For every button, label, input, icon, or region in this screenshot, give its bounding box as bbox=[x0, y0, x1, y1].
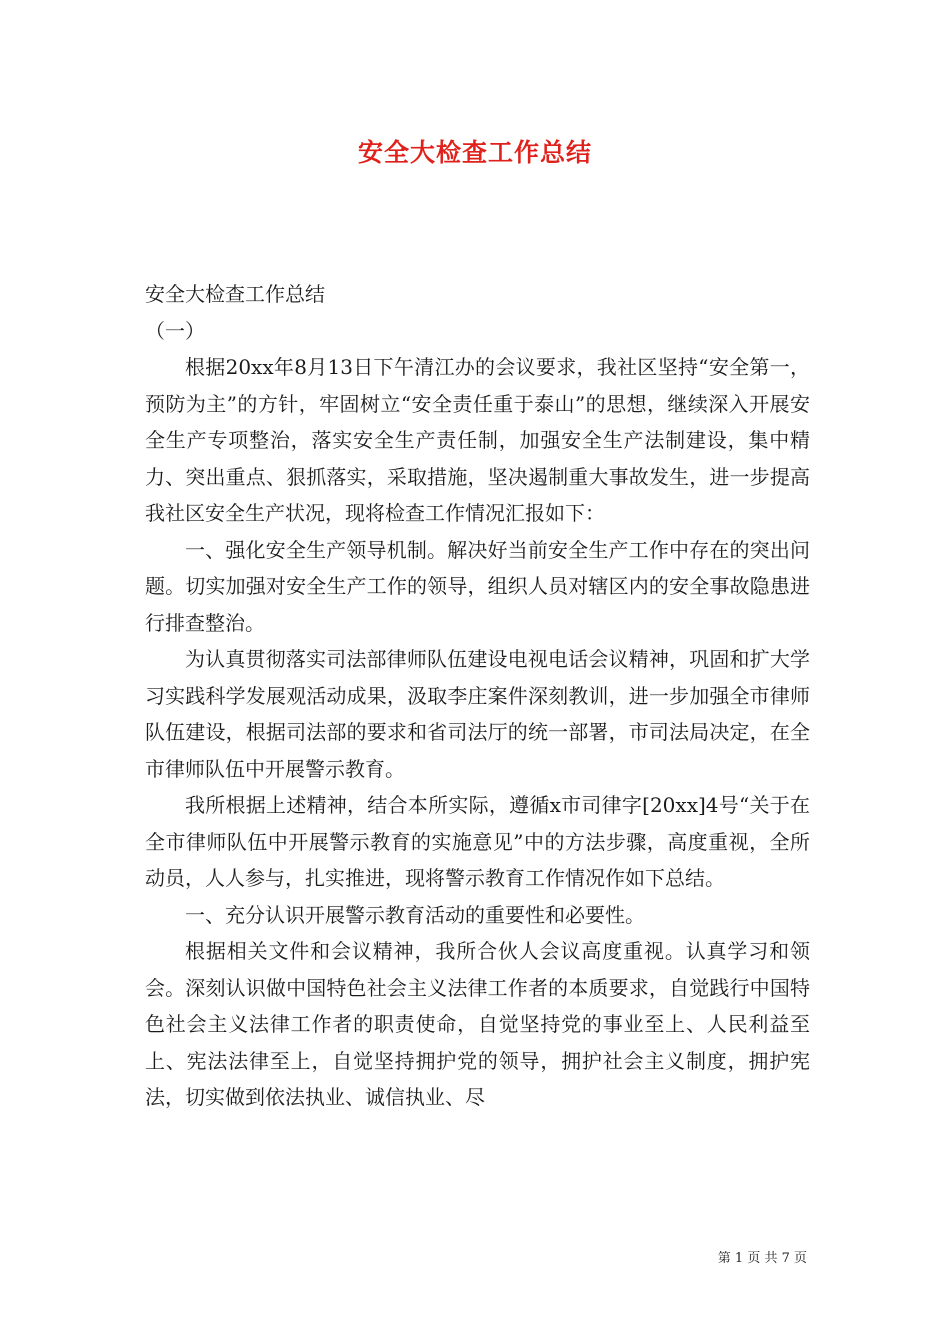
paragraph: 为认真贯彻落实司法部律师队伍建设电视电话会议精神，巩固和扩大学习实践科学发展观活动成果，汲取李庄案件深刻教训，进一步加强全市律师队伍建设，根据司法部的要求和省司法厅的统一部署，市司法局决定，在全市律师队伍中开展警示教育。 bbox=[145, 647, 810, 781]
paragraph: 一、充分认识开展警示教育活动的重要性和必要性。 bbox=[185, 902, 645, 927]
page-footer: 第 1 页 共 7 页 bbox=[717, 1251, 807, 1266]
document-subtitle: 安全大检查工作总结 bbox=[145, 282, 325, 306]
paragraph: 根据20xx年8月13日下午清江办的会议要求，我社区坚持“安全第一，预防为主”的方针，牢固树立“安全责任重于泰山”的思想，继续深入开展安全生产专项整治，落实安全生产责任制，加强安全生产法制建设，集中精力、突出重点、狠抓落实，采取措施，坚决遏制重大事故发生，进一步提高我社区安全生产状况，现将检查工作情况汇报如下： bbox=[145, 355, 810, 525]
page-title: 安全大检查工作总结 bbox=[357, 138, 592, 167]
paragraph: 一、强化安全生产领导机制。解决好当前安全生产工作中存在的突出问题。切实加强对安全生产工作的领导，组织人员对辖区内的安全事故隐患进行排查整治。 bbox=[145, 537, 810, 635]
document-body bbox=[145, 276, 810, 1116]
paragraph: 我所根据上述精神，结合本所实际，遵循x市司律字[20xx]4号“关于在全市律师队伍中开展警示教育的实施意见”中的方法步骤，高度重视，全所动员，人人参与，扎实推进，现将警示教育工作情况作如下总结。 bbox=[145, 793, 810, 890]
section-marker: （一） bbox=[145, 318, 205, 343]
paragraph: 根据相关文件和会议精神，我所合伙人会议高度重视。认真学习和领会。深刻认识做中国特色社会主义法律工作者的本质要求，自觉践行中国特色社会主义法律工作者的职责使命，自觉坚持党的事业至上、人民利益至上、宪法法律至上，自觉坚持拥护党的领导，拥护社会主义制度，拥护宪法，切实做到依法执业、诚信执业、尽 bbox=[145, 939, 810, 1109]
